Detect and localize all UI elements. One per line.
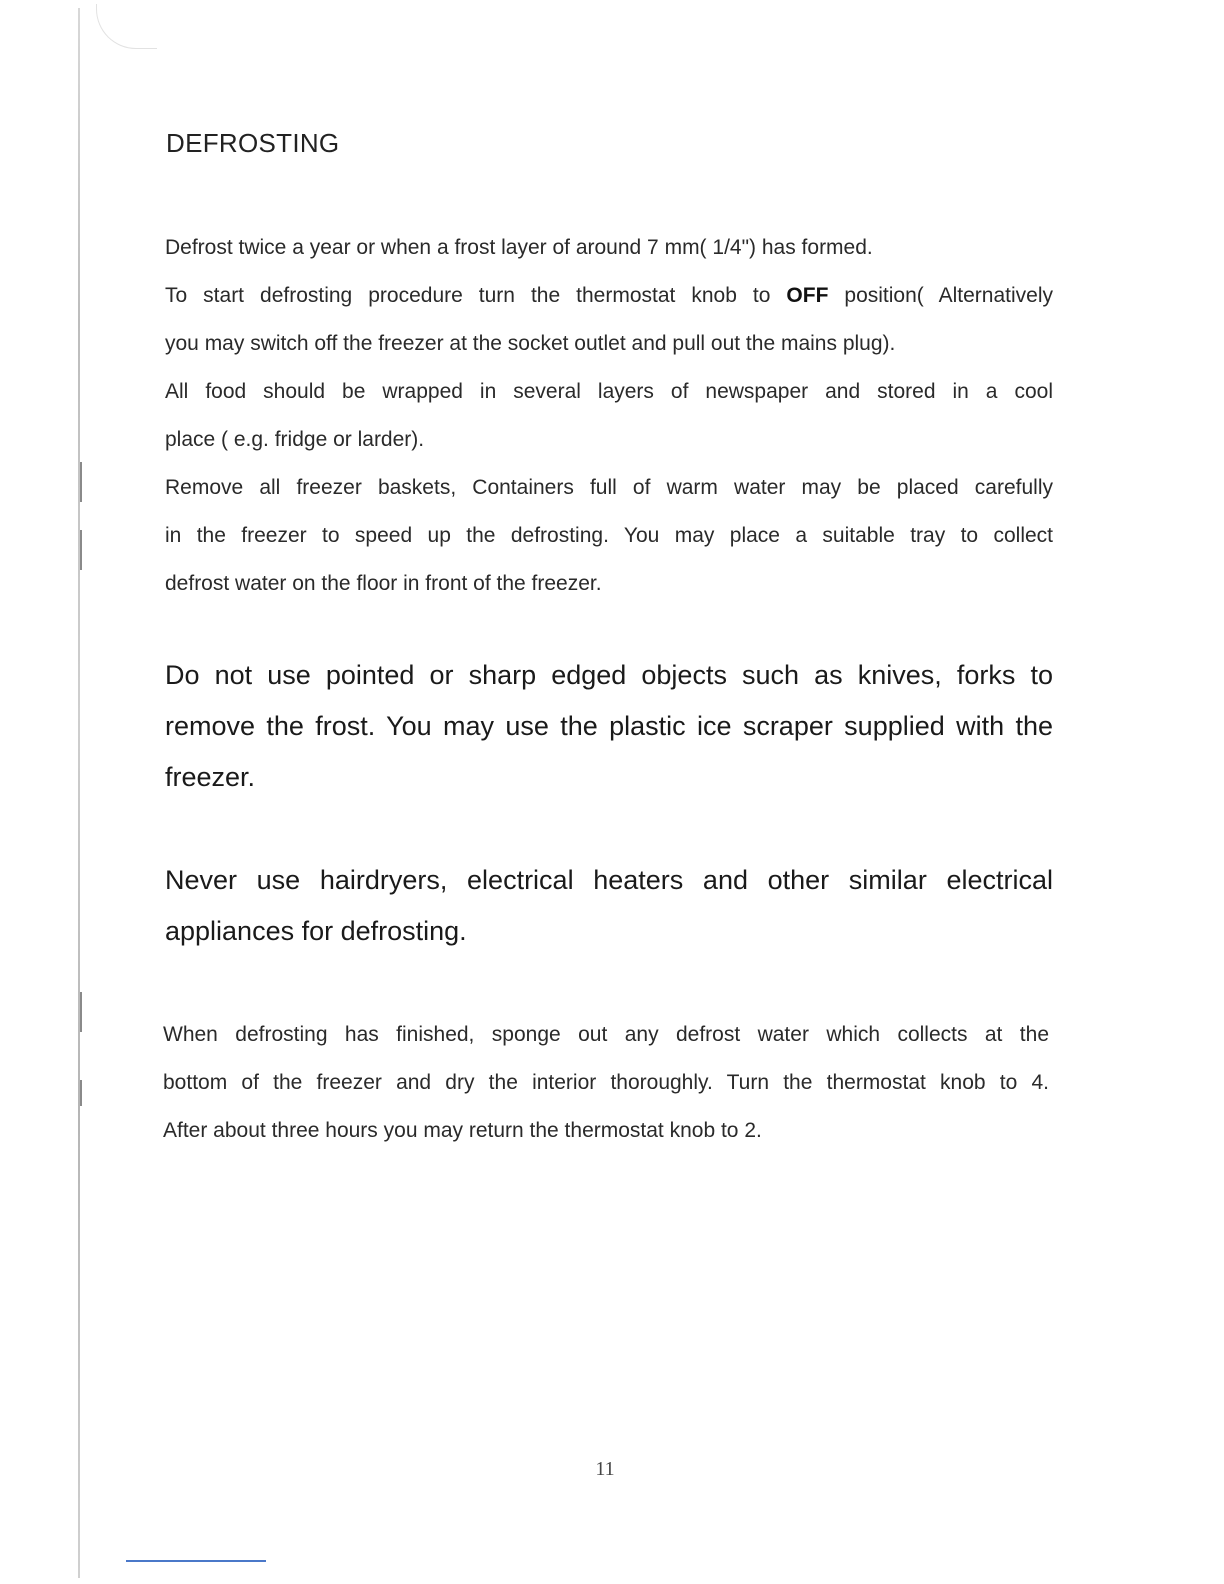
text-line: Remove all freezer baskets, Containers full of warm water may be placed carefully: [165, 476, 1053, 499]
text-fragment: position( Alternatively: [828, 284, 1053, 307]
electrical-appliances-warning: [165, 855, 1053, 957]
text-line: in the freezer to speed up the defrosting. You may place a suitable tray to collect: [165, 524, 1053, 547]
scan-corner-artifact: [96, 4, 157, 49]
finish-paragraph: [163, 1011, 1049, 1155]
binding-mark: [80, 462, 82, 502]
page-number: 11: [595, 1458, 615, 1480]
text-line: After about three hours you may return the thermostat knob to 2.: [163, 1119, 762, 1142]
binding-edge: [78, 8, 80, 1578]
text-line: freezer.: [165, 762, 256, 792]
bottom-rule: [126, 1560, 266, 1562]
binding-mark: [80, 530, 82, 570]
text-line: Defrost twice a year or when a frost layer of around 7 mm( 1/4") has formed.: [165, 236, 873, 259]
text-fragment: To start defrosting procedure turn the thermostat knob to: [165, 284, 787, 307]
text-line: appliances for defrosting.: [165, 916, 467, 946]
text-line: All food should be wrapped in several layers of newspaper and stored in a cool: [165, 380, 1053, 403]
text-line: Do not use pointed or sharp edged objects such as knives, forks to: [165, 660, 1053, 690]
text-line: remove the frost. You may use the plastic ice scraper supplied with the: [165, 711, 1053, 741]
intro-paragraph: [165, 224, 1053, 608]
text-line: Never use hairdryers, electrical heaters and other similar electrical: [165, 865, 1053, 895]
text-line: When defrosting has finished, sponge out any defrost water which collects at the: [163, 1023, 1049, 1046]
section-heading: DEFROSTING: [166, 128, 340, 158]
text-line: defrost water on the floor in front of the freezer.: [165, 572, 602, 595]
off-keyword: OFF: [786, 284, 829, 307]
text-line: place ( e.g. fridge or larder).: [165, 428, 425, 451]
sharp-objects-warning: [165, 650, 1053, 803]
text-line: bottom of the freezer and dry the interior thoroughly. Turn the thermostat knob to 4.: [163, 1071, 1049, 1094]
binding-mark: [80, 1080, 82, 1106]
text-line: [165, 272, 1053, 320]
text-line: you may switch off the freezer at the socket outlet and pull out the mains plug).: [165, 332, 896, 355]
binding-mark: [80, 992, 82, 1032]
